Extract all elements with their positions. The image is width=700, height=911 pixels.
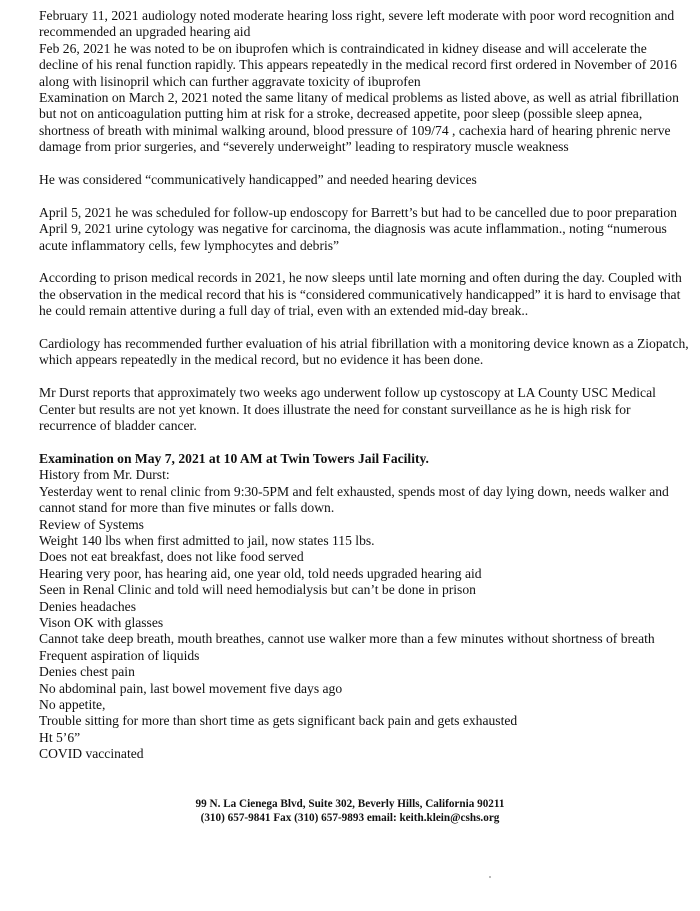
letterhead-footer — [0, 797, 700, 825]
footer-contact: (310) 657-9841 Fax (310) 657-9893 email: keith.klein@cshs.org — [200, 812, 500, 824]
footer-address: 99 N. La Cienega Blvd, Suite 302, Beverly Hills, California 90211 — [195, 798, 505, 810]
exam-line: Denies headaches — [39, 598, 136, 614]
exam-line: History from Mr. Durst: — [39, 467, 170, 483]
exam-line: Frequent aspiration of liquids — [39, 647, 200, 663]
paragraph-endoscopy: April 5, 2021 he was scheduled for follow-up endoscopy for Barrett’s but had to be cancelled due to poor preparation — [39, 204, 677, 220]
exam-line: Cannot take deep breath, mouth breathes, cannot use walker more than a few minutes without shortness of breath — [39, 631, 655, 647]
scan-speck — [489, 876, 491, 878]
exam-line: No abdominal pain, last bowel movement five days ago — [39, 680, 343, 696]
exam-line: Review of Systems — [39, 516, 144, 532]
exam-line: Seen in Renal Clinic and told will need hemodialysis but can’t be done in prison — [39, 582, 476, 598]
exam-line: Vison OK with glasses — [39, 614, 164, 630]
exam-line: Trouble sitting for more than short time as gets significant back pain and gets exhausted — [39, 713, 518, 729]
paragraph-audiology: February 11, 2021 audiology noted moderate hearing loss right, severe left moderate with poor word recognition and recommended an upgraded hearing aid — [39, 8, 675, 40]
paragraph-cardiology: Cardiology has recommended further evaluation of his atrial fibrillation with a monitoring device known as a Ziopatch, which appears repeatedly in the medical record, but no evidence it has been done. — [39, 336, 689, 368]
exam-line: Does not eat breakfast, does not like food served — [39, 549, 304, 565]
paragraph-cystoscopy: Mr Durst reports that approximately two weeks ago underwent follow up cystoscopy at LA County USC Medical Center but results are not yet known. It does illustrate the need for constant surveillance as he is high risk for recurrence of bladder cancer. — [39, 385, 656, 434]
exam-line: Hearing very poor, has hearing aid, one year old, told needs upgraded hearing aid — [39, 565, 482, 581]
exam-line: Denies chest pain — [39, 664, 135, 680]
paragraph-urine-cytology: April 9, 2021 urine cytology was negative for carcinoma, the diagnosis was acute inflammation., noting “numerous acute inflammatory cells, few lymphocytes and debris” — [39, 221, 667, 253]
exam-line: Weight 140 lbs when first admitted to jail, now states 115 lbs. — [39, 532, 375, 548]
paragraph-ibuprofen: Feb 26, 2021 he was noted to be on ibuprofen which is contraindicated in kidney disease and will accelerate the decline of his renal function rapidly. This appears repeatedly in the medical record first ordered in November of 2016 along with lisinopril which can further aggravate toxicity of ibuprofen — [39, 40, 677, 89]
exam-line: COVID vaccinated — [39, 746, 144, 762]
paragraph-sleep: According to prison medical records in 2021, he now sleeps until late morning and often during the day. Coupled with the observation in the medical record that his is “considered communicatively handicapped” it is hard to envisage that he could remain attentive during a full day of trial, even with an extended mid-day break.. — [39, 270, 682, 319]
exam-line: No appetite, — [39, 696, 106, 712]
letter-body — [39, 8, 689, 763]
paragraph-communicatively-handicapped: He was considered “communicatively handicapped” and needed hearing devices — [39, 172, 477, 188]
exam-line: Yesterday went to renal clinic from 9:30-5PM and felt exhausted, spends most of day lying down, needs walker and cannot stand for more than five minutes or falls down. — [39, 483, 669, 516]
exam-line: Ht 5’6” — [39, 729, 81, 745]
exam-heading: Examination on May 7, 2021 at 10 AM at Twin Towers Jail Facility. — [39, 450, 429, 466]
paragraph-march-exam: Examination on March 2, 2021 noted the same litany of medical problems as listed above, as well as atrial fibrillation but not on anticoagulation putting him at risk for a stroke, decreased appetite, poor sleep (possible sleep apnea, shortness of breath with minimal walking around, blood pressure of 109/74 , cachexia hard of hearing phrenic nerve damage from prior surgeries, and “severely underweight” leading to respiratory muscle weakness — [39, 90, 679, 155]
